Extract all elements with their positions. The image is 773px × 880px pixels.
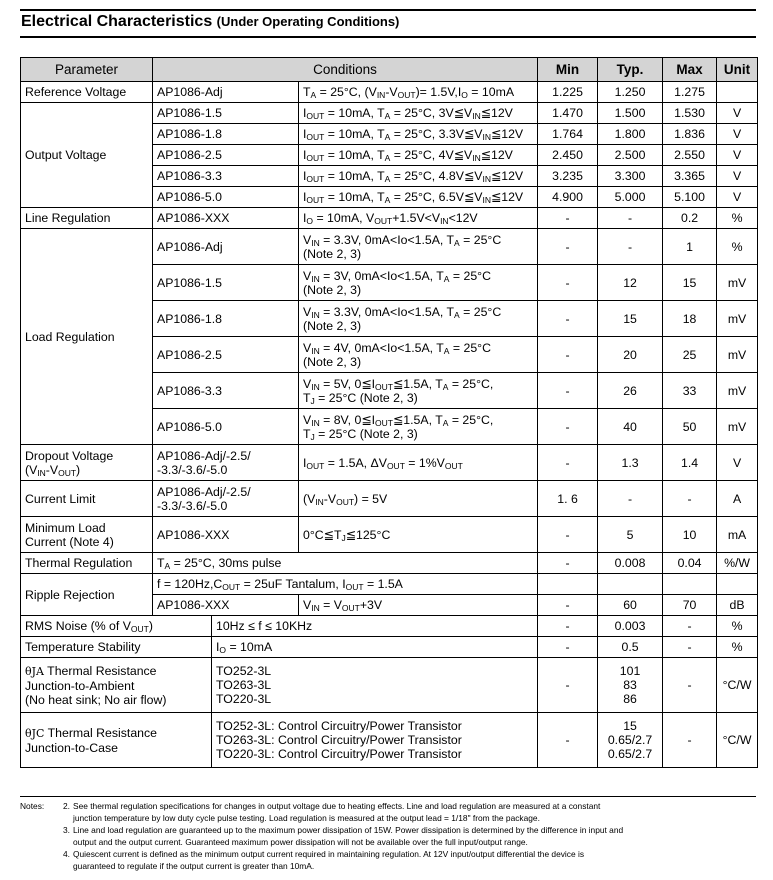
- param-cell: RMS Noise (% of $V_{OUT}$): [21, 616, 212, 637]
- min-cell: -: [538, 637, 598, 658]
- max-cell: 50: [663, 409, 717, 445]
- min-cell: -: [538, 265, 598, 301]
- theta-jc-symbol: θJC: [25, 726, 45, 740]
- section-title: [21, 13, 399, 31]
- param-cell: θJC Thermal Resistance Junction-to-Case: [21, 713, 212, 768]
- condition-cell: $I_O = 10mA$: [212, 637, 538, 658]
- section-title-sub: (Under Operating Conditions): [216, 14, 400, 29]
- typ-cell: -: [598, 481, 663, 517]
- device-cell: AP1086-5.0: [153, 409, 299, 445]
- max-cell: 33: [663, 373, 717, 409]
- header-typ: Typ.: [598, 58, 663, 82]
- electrical-characteristics-table: [20, 57, 758, 768]
- device-cell: AP1086-XXX: [153, 208, 299, 229]
- param-cell: Temperature Stability: [21, 637, 212, 658]
- condition-cell: $T_A = 25^\circ C$, $(V_{IN}-V_{OUT})= 1.5V,I_O = 10mA$: [299, 82, 538, 103]
- device-cell: AP1086-2.5: [153, 145, 299, 166]
- title-bottom-rule: [20, 36, 756, 38]
- header-max: Max: [663, 58, 717, 82]
- table-row-temperature-stability: [21, 637, 758, 658]
- max-cell: -: [663, 637, 717, 658]
- condition-cell: $T_A = 25^\circ C$, 30ms pulse: [153, 553, 538, 574]
- header-parameter: Parameter: [21, 58, 153, 82]
- max-cell: 0.04: [663, 553, 717, 574]
- condition-cell: $V_{IN} = 3V$, 0mA<Io<1.5A, $T_A = 25^\circ C$ (Note 2, 3): [299, 265, 538, 301]
- condition-cell: $V_{IN} = 3.3V$, 0mA<Io<1.5A, $T_A = 25^\circ C$ (Note 2, 3): [299, 229, 538, 265]
- max-cell: -: [663, 616, 717, 637]
- unit-cell: %/W: [717, 553, 758, 574]
- condition-cell: $V_{IN} = 3.3V$, 0mA<Io<1.5A, $T_A = 25^\circ C$ (Note 2, 3): [299, 301, 538, 337]
- min-cell: 1.225: [538, 82, 598, 103]
- device-cell: AP1086-1.5: [153, 265, 299, 301]
- table-row-theta-ja: [21, 658, 758, 713]
- device-cell: AP1086-5.0: [153, 187, 299, 208]
- condition-cell: $I_O = 10mA$, $V_{OUT}+1.5V<V_{IN}<12V$: [299, 208, 538, 229]
- max-cell: 5.100: [663, 187, 717, 208]
- max-cell: 10: [663, 517, 717, 553]
- table-row-output-voltage: [21, 103, 758, 124]
- max-cell: 1.836: [663, 124, 717, 145]
- device-cell: AP1086-1.8: [153, 124, 299, 145]
- condition-cell: $I_{OUT} = 10mA$, $T_A = 25^\circ C$, $4.8V≦V_{IN}≦12V$: [299, 166, 538, 187]
- device-cell: AP1086-Adj: [153, 229, 299, 265]
- min-cell: 1.470: [538, 103, 598, 124]
- max-cell: 18: [663, 301, 717, 337]
- min-cell: -: [538, 517, 598, 553]
- max-cell: 15: [663, 265, 717, 301]
- max-cell: 70: [663, 595, 717, 616]
- condition-cell: $V_{IN} = 5V$, $0≦I_{OUT}≦1.5A$, $T_A = 25^\circ C$, $T_J = 25^\circ C$ (Note 2, 3): [299, 373, 538, 409]
- unit-cell: V: [717, 187, 758, 208]
- device-cell: AP1086-Adj: [153, 82, 299, 103]
- condition-cell: $I_{OUT} = 10mA$, $T_A = 25^\circ C$, $6.5V≦V_{IN}≦12V$: [299, 187, 538, 208]
- max-cell: -: [663, 713, 717, 768]
- unit-cell: mV: [717, 301, 758, 337]
- typ-cell: 1.250: [598, 82, 663, 103]
- max-cell: -: [663, 658, 717, 713]
- typ-cell: 1.500: [598, 103, 663, 124]
- typ-cell: -: [598, 208, 663, 229]
- condition-cell: $V_{IN} = 8V$, $0≦I_{OUT}≦1.5A$, $T_A = 25^\circ C$, $T_J = 25^\circ C$ (Note 2, 3): [299, 409, 538, 445]
- min-cell: -: [538, 301, 598, 337]
- unit-cell: %: [717, 637, 758, 658]
- table-row-thermal-regulation: [21, 553, 758, 574]
- param-cell: Reference Voltage: [21, 82, 153, 103]
- max-cell: 2.550: [663, 145, 717, 166]
- theta-ja-symbol: θJA: [25, 664, 44, 678]
- min-cell: -: [538, 658, 598, 713]
- unit-cell: mA: [717, 517, 758, 553]
- typ-cell: 5.000: [598, 187, 663, 208]
- max-cell: 1.4: [663, 445, 717, 481]
- device-cell: AP1086-XXX: [153, 517, 299, 553]
- condition-cell: 10Hz ≤ f ≤ 10KHz: [212, 616, 538, 637]
- device-cell: AP1086-1.5: [153, 103, 299, 124]
- device-cell: AP1086-3.3: [153, 166, 299, 187]
- condition-cell: $0^\circ C≦T_J≦125^\circ C$: [299, 517, 538, 553]
- table-header-row: [21, 58, 758, 82]
- typ-cell: 15 0.65/2.7 0.65/2.7: [598, 713, 663, 768]
- note-item: 2. See thermal regulation specifications for changes in output voltage due to heating effects. Line and load regulation are measured at a constant junction temperature by low duty cycle pulse testing. Load regulation is measured at the output lead = 1/18" from the package.: [63, 801, 601, 823]
- condition-cell: $f = 120Hz,C_{OUT} = 25uF$ Tantalum, $I_{OUT} = 1.5A$: [153, 574, 538, 595]
- min-cell: 1. 6: [538, 481, 598, 517]
- unit-cell: %: [717, 616, 758, 637]
- max-cell: 1: [663, 229, 717, 265]
- unit-cell: V: [717, 145, 758, 166]
- min-cell: -: [538, 595, 598, 616]
- min-cell: 3.235: [538, 166, 598, 187]
- unit-cell: %: [717, 229, 758, 265]
- note-item: 3. Line and load regulation are guaranteed up to the maximum power dissipation of 15W. Power dissipation is determined by the difference in input and output and the output current. Guaranteed maximum power dissipation will not be available over the full input/output range.: [63, 825, 624, 847]
- condition-cell: $(V_{IN}-V_{OUT}) = 5V$: [299, 481, 538, 517]
- device-cell: AP1086-2.5: [153, 337, 299, 373]
- param-cell: Load Regulation: [21, 229, 153, 445]
- table-row-line-regulation: [21, 208, 758, 229]
- min-cell: [538, 574, 598, 595]
- device-cell: AP1086-Adj/-2.5/ -3.3/-3.6/-5.0: [153, 445, 299, 481]
- unit-cell: A: [717, 481, 758, 517]
- unit-cell: °C/W: [717, 658, 758, 713]
- unit-cell: %: [717, 208, 758, 229]
- unit-cell: mV: [717, 337, 758, 373]
- unit-cell: mV: [717, 409, 758, 445]
- typ-cell: [598, 574, 663, 595]
- min-cell: -: [538, 713, 598, 768]
- unit-cell: V: [717, 166, 758, 187]
- typ-cell: 101 83 86: [598, 658, 663, 713]
- typ-cell: 40: [598, 409, 663, 445]
- typ-cell: 60: [598, 595, 663, 616]
- min-cell: -: [538, 553, 598, 574]
- typ-cell: 15: [598, 301, 663, 337]
- header-conditions: Conditions: [153, 58, 538, 82]
- max-cell: [663, 574, 717, 595]
- table-row-rms-noise: [21, 616, 758, 637]
- min-cell: -: [538, 337, 598, 373]
- device-cell: AP1086-Adj/-2.5/ -3.3/-3.6/-5.0: [153, 481, 299, 517]
- typ-cell: 5: [598, 517, 663, 553]
- note-item: 4. Quiescent current is defined as the minimum output current required in maintaining regulation. At 12V input/output differential the device is guaranteed to regulate if the output current is greater than 10mA.: [63, 849, 585, 871]
- min-cell: -: [538, 616, 598, 637]
- unit-cell: V: [717, 445, 758, 481]
- min-cell: -: [538, 409, 598, 445]
- table-row-ripple-rejection: [21, 574, 758, 595]
- table-row-minimum-load-current: [21, 517, 758, 553]
- condition-cell: $V_{IN} = 4V$, 0mA<Io<1.5A, $T_A = 25^\circ C$ (Note 2, 3): [299, 337, 538, 373]
- param-cell: Ripple Rejection: [21, 574, 153, 616]
- param-cell: Thermal Regulation: [21, 553, 153, 574]
- typ-cell: 2.500: [598, 145, 663, 166]
- max-cell: 3.365: [663, 166, 717, 187]
- device-cell: AP1086-XXX: [153, 595, 299, 616]
- unit-cell: °C/W: [717, 713, 758, 768]
- condition-cell: TO252-3L: Control Circuitry/Power Transistor TO263-3L: Control Circuitry/Power Transistor TO220-3L: Control Circuitry/Power Transistor: [212, 713, 538, 768]
- section-title-main: Electrical Characteristics: [21, 13, 213, 30]
- table-row-dropout-voltage: [21, 445, 758, 481]
- device-cell: AP1086-1.8: [153, 301, 299, 337]
- param-cell: θJA Thermal Resistance Junction-to-Ambient (No heat sink; No air flow): [21, 658, 212, 713]
- unit-cell: dB: [717, 595, 758, 616]
- typ-cell: 0.003: [598, 616, 663, 637]
- min-cell: 1.764: [538, 124, 598, 145]
- min-cell: -: [538, 445, 598, 481]
- typ-cell: 1.800: [598, 124, 663, 145]
- max-cell: 0.2: [663, 208, 717, 229]
- min-cell: -: [538, 229, 598, 265]
- typ-cell: 0.5: [598, 637, 663, 658]
- min-cell: -: [538, 208, 598, 229]
- unit-cell: V: [717, 103, 758, 124]
- max-cell: 1.530: [663, 103, 717, 124]
- max-cell: 25: [663, 337, 717, 373]
- condition-cell: $I_{OUT} = 10mA$, $T_A = 25^\circ C$, $3.3V≦V_{IN}≦12V$: [299, 124, 538, 145]
- typ-cell: 3.300: [598, 166, 663, 187]
- unit-cell: [717, 82, 758, 103]
- table-row-load-regulation: [21, 229, 758, 265]
- param-cell: Dropout Voltage $(V_{IN}-V_{OUT})$: [21, 445, 153, 481]
- unit-cell: V: [717, 124, 758, 145]
- condition-cell: $I_{OUT} = 10mA$, $T_A = 25^\circ C$, $4V≦V_{IN}≦12V$: [299, 145, 538, 166]
- min-cell: 4.900: [538, 187, 598, 208]
- typ-cell: 12: [598, 265, 663, 301]
- unit-cell: mV: [717, 373, 758, 409]
- header-unit: Unit: [717, 58, 758, 82]
- typ-cell: 0.008: [598, 553, 663, 574]
- notes-label: Notes:: [20, 801, 45, 811]
- table-row-current-limit: [21, 481, 758, 517]
- title-top-rule: [20, 9, 756, 11]
- device-cell: AP1086-3.3: [153, 373, 299, 409]
- max-cell: 1.275: [663, 82, 717, 103]
- min-cell: -: [538, 373, 598, 409]
- max-cell: -: [663, 481, 717, 517]
- table-row-reference-voltage: [21, 82, 758, 103]
- condition-cell: TO252-3L TO263-3L TO220-3L: [212, 658, 538, 713]
- param-cell: Line Regulation: [21, 208, 153, 229]
- condition-cell: $I_{OUT} = 10mA$, $T_A = 25^\circ C$, $3V≦V_{IN}≦12V$: [299, 103, 538, 124]
- unit-cell: mV: [717, 265, 758, 301]
- table-row-theta-jc: [21, 713, 758, 768]
- condition-cell: $V_{IN} = V_{OUT}+3V$: [299, 595, 538, 616]
- min-cell: 2.450: [538, 145, 598, 166]
- unit-cell: [717, 574, 758, 595]
- typ-cell: -: [598, 229, 663, 265]
- condition-cell: $I_{OUT} = 1.5A$, $\Delta V_{OUT} = 1\%V_{OUT}$: [299, 445, 538, 481]
- typ-cell: 26: [598, 373, 663, 409]
- param-cell: Minimum Load Current (Note 4): [21, 517, 153, 553]
- param-cell: Output Voltage: [21, 103, 153, 208]
- typ-cell: 1.3: [598, 445, 663, 481]
- typ-cell: 20: [598, 337, 663, 373]
- param-cell: Current Limit: [21, 481, 153, 517]
- notes-section: [20, 796, 756, 871]
- header-min: Min: [538, 58, 598, 82]
